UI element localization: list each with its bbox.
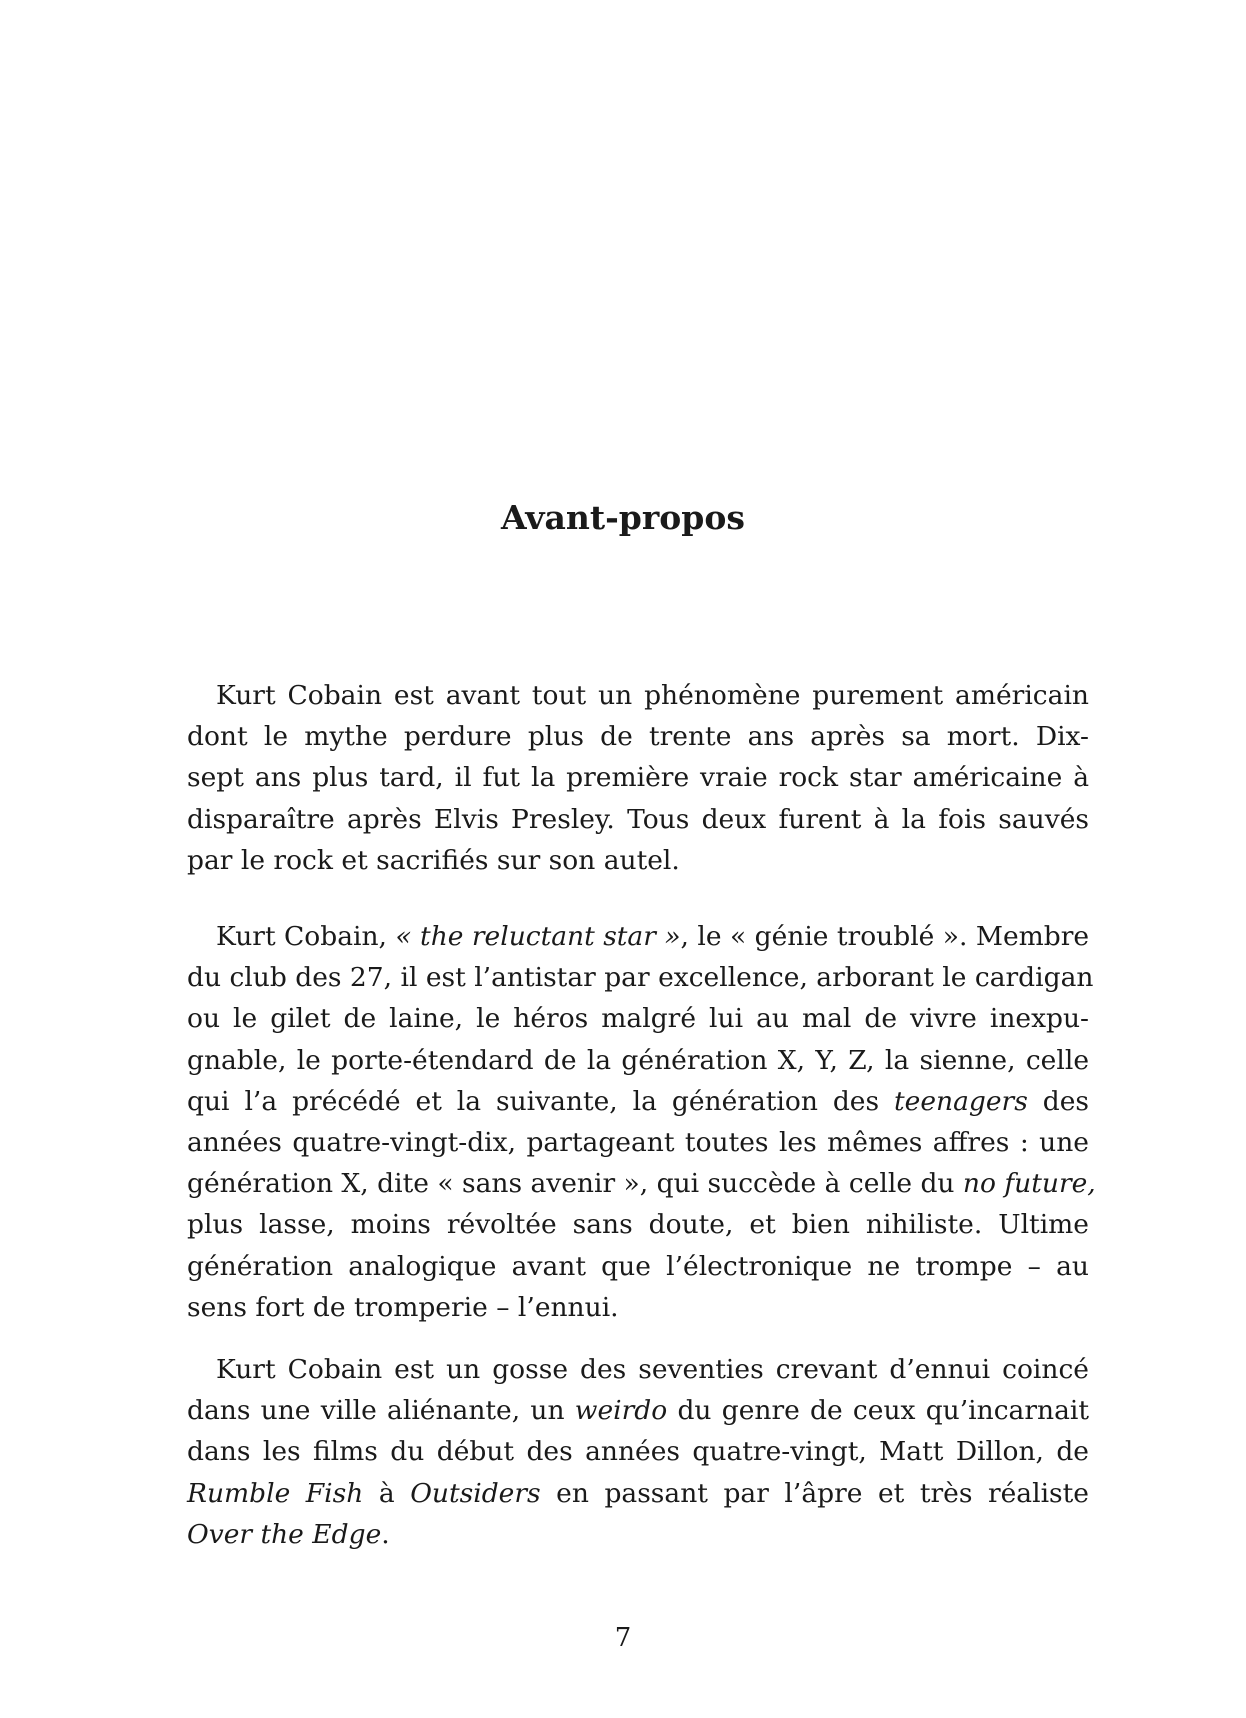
italic-run: teenagers	[894, 1085, 1028, 1117]
text-run: Kurt Cobain est un gosse des seventies crevant d’ennui coincé	[216, 1354, 1089, 1385]
text-line	[187, 1163, 1096, 1204]
text-run: sens fort de tromperie – l’ennui.	[187, 1291, 619, 1323]
italic-run: no future,	[962, 1168, 1096, 1200]
text-line	[187, 1122, 1089, 1163]
text-line	[187, 675, 1089, 716]
text-line	[187, 1204, 1089, 1245]
text-run: plus lasse, moins révoltée sans doute, et bien nihiliste. Ultime	[187, 1209, 1089, 1241]
text-run: disparaître après Elvis Presley. Tous deux furent à la fois sauvés	[187, 803, 1089, 835]
text-run: années quatre-vingt-dix, partageant toutes les mêmes affres : une	[187, 1127, 1089, 1159]
text-run: .	[381, 1518, 390, 1550]
text-run: des	[1027, 1085, 1089, 1117]
text-run: , le « génie troublé ». Membre	[680, 921, 1090, 952]
text-run: du club des 27, il est l’antistar par excellence, arborant le cardigan	[187, 962, 1094, 994]
italic-run: Outsiders	[410, 1477, 541, 1509]
text-line	[187, 1287, 1089, 1328]
text-run: dont le mythe perdure plus de trente ans après sa mort. Dix-	[187, 721, 1089, 753]
text-run: dans les films du début des années quatre-vingt, Matt Dillon, de	[187, 1436, 1089, 1468]
text-line	[187, 1246, 1089, 1287]
text-line	[187, 1390, 1089, 1431]
text-line	[187, 1473, 1089, 1514]
italic-run: weirdo	[574, 1395, 668, 1427]
text-run: gnable, le porte-étendard de la génération X, Y, Z, la sienne, celle	[187, 1044, 1089, 1076]
paragraph-3	[187, 1349, 1089, 1555]
text-line	[187, 716, 1089, 757]
text-run: du genre de ceux qu’incarnait	[667, 1395, 1089, 1427]
text-run: à	[363, 1477, 411, 1509]
text-line	[187, 998, 1089, 1039]
paragraph-1	[187, 675, 1089, 881]
text-run: qui l’a précédé et la suivante, la génération des	[187, 1085, 895, 1117]
text-run: par le rock et sacrifiés sur son autel.	[187, 844, 680, 876]
text-run: génération X, dite « sans avenir », qui succède à celle du	[187, 1168, 963, 1200]
italic-run: Over the Edge	[187, 1518, 382, 1550]
text-run: Kurt Cobain,	[216, 921, 396, 952]
paragraph-2	[187, 916, 1096, 1328]
text-run: génération analogique avant que l’électronique ne trompe – au	[187, 1250, 1089, 1282]
text-line	[187, 1349, 1089, 1390]
italic-run: Rumble Fish	[187, 1477, 364, 1509]
text-run: Kurt Cobain est avant tout un phénomène purement américain	[216, 680, 1089, 711]
text-run: ou le gilet de laine, le héros malgré lui au mal de vivre inexpu-	[187, 1003, 1089, 1035]
text-run: sept ans plus tard, il fut la première vraie rock star américaine à	[187, 762, 1089, 794]
text-line	[187, 1514, 1089, 1555]
text-line	[187, 916, 1089, 957]
text-run: en passant par l’âpre et très réaliste	[540, 1477, 1089, 1509]
text-line	[187, 757, 1089, 798]
text-line	[187, 957, 1094, 998]
page-title: Avant-propos	[501, 498, 745, 537]
text-line	[187, 799, 1089, 840]
text-line	[187, 1431, 1089, 1472]
text-line	[187, 840, 1089, 881]
text-line	[187, 1040, 1089, 1081]
page-number: 7	[614, 1623, 632, 1653]
text-line	[187, 1081, 1089, 1122]
italic-run: « the reluctant star »	[395, 921, 681, 952]
text-run: dans une ville aliénante, un	[187, 1395, 575, 1427]
